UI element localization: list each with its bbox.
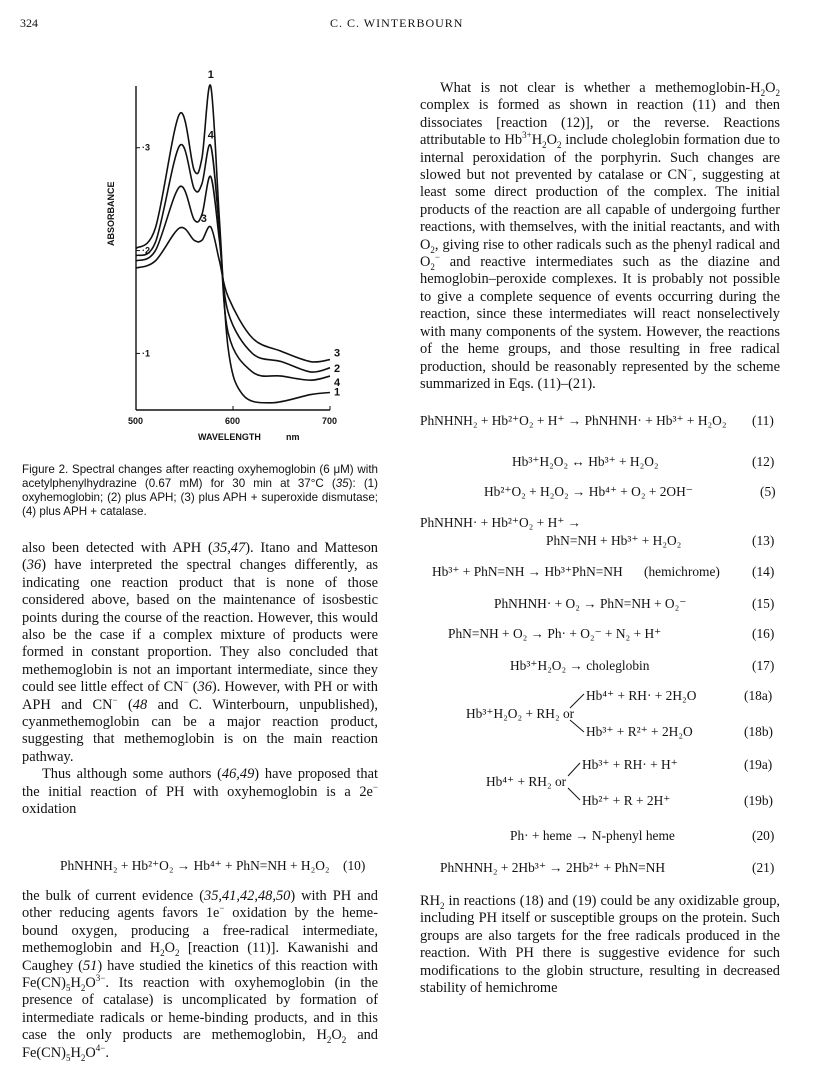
equation-number: (15) [752,596,775,611]
caption-text: Spectral changes after reacting oxyhemoglobin (6 μM) with acetylphenylhydrazine (0.67 mM) for 30 min at 37°C ( [22,463,378,490]
series-label-3: 3 [334,347,341,360]
equation-14: Hb³⁺ + PhN=NH → Hb³⁺PhN=NH [432,564,623,579]
paragraph: What is not clear is whether a methemoglobin-$H_2O_2$ complex is formed as shown in reaction (11) and then dissociates [reaction (12)], or the reverse. Reactions attributable to $Hb^{3+}H_2O_2$ include choleglobin formation due to internal peroxidation of the porphyrin. Such changes are slowed but not prevented by catalase or CN−, suggesting at least some direct production of the complex. The initial products of the reaction are all capable of undergoing further reactions, with themselves, with the initial reactants, and with $O_2$, giving rise to other radicals such as the phenyl radical and $O_2^-$ and reactive intermediates such as the diazine and hemoglobin–peroxide complexes. It is probably not possible to give a complete sequence of events occurring during the reaction, since these intermediates will react nonselectively with many components of the system. However, the reactions of the heme groups, and those resulting in free radical production, should be reasonably represented by the scheme summarized in Eqs. (11)–(21). [420,80,780,392]
equation-13-rhs: PhN=NH + Hb³⁺ + H₂O₂ [546,533,682,548]
series-label-4: 4 [334,377,341,390]
x-tick-label: 600 [225,416,241,426]
series-label-1: 1 [207,69,214,81]
x-tick-label: 500 [128,416,144,426]
equation-number: (20) [752,828,775,843]
equation-13-lhs: PhNHNH· + Hb²⁺O₂ + H⁺ → [420,515,582,530]
equation-18-lhs: Hb³⁺H₂O₂ + RH₂ or [466,706,575,721]
caption-ref: 35 [335,477,349,490]
caption-label: Figure 2. [22,463,69,476]
equation-10: PhNHNH₂ + Hb²⁺O₂ → Hb⁴⁺ + PhN=NH + H₂O₂ [60,858,330,873]
equation-19-lhs: Hb⁴⁺ + RH₂ or [486,774,567,789]
spectrum-chart [106,69,348,460]
series-label-4: 4 [207,129,214,142]
running-header-author: C. C. WINTERBOURN [330,16,464,30]
series-label-1: 1 [334,386,341,399]
equation-12: Hb³⁺H₂O₂ ↔ Hb³⁺ + H₂O₂ [512,454,659,469]
equation-11: PhNHNH₂ + Hb²⁺O₂ + H⁺ → PhNHNH· + Hb³⁺ + H₂O₂ [420,413,727,428]
equation-number: (18b) [744,724,774,739]
y-axis-label: ABSORBANCE [106,181,116,246]
equation-number: (18a) [744,688,773,703]
paragraph: $RH_2$ in reactions (18) and (19) could be any oxidizable group, including PH itself or susceptible groups on the protein. Such groups are also targets for the free radicals produced in the reaction. With PH there is suggestive evidence for such modifications to the globin structure, resulting in decreased stability of hemichrome [420,893,780,997]
y-tick-label: ·1 [142,348,151,359]
y-tick-label: ·2 [142,245,151,256]
equation-20: Ph· + heme → N-phenyl heme [510,828,675,843]
arrow-19a [568,763,580,776]
equation-number: (14) [752,564,775,579]
equation-16: PhN=NH + O₂ → Ph· + O₂⁻ + N₂ + H⁺ [448,626,662,641]
x-tick-label: 700 [322,416,338,426]
equation-number: (21) [752,860,775,875]
equation-17: Hb³⁺H₂O₂ → choleglobin [510,658,650,673]
equation-number: (5) [760,484,776,499]
series-line-3 [136,226,330,362]
equation-18b: Hb³⁺ + R²⁺ + 2H₂O [586,724,693,739]
equation-number: (19b) [744,793,774,808]
figure-caption [22,463,378,519]
equation-15: PhNHNH· + O₂ → PhN=NH + O₂⁻ [494,596,687,611]
paragraph: the bulk of current evidence (35,41,42,48,50) with PH and other reducing agents favors 1e− oxidation by the heme-bound oxygen, producing a free-radical intermediate, methemoglobin and $H_2O_2$ [reaction (11)]. Kawanishi and Caughey (51) have studied the kinetics of this reaction with $Fe(CN)_5H_2O^{3-}$. Its reaction with oxyhemoglobin (in the presence of catalase) is uncomplicated by formation of intermediate radicals or heme-binding products, and in this case the only products are methemoglobin, $H_2O_2$ and $Fe(CN)_5H_2O^{4-}$. [22,888,379,1063]
equation-number: (19a) [744,757,773,772]
equation-number: (13) [752,533,775,548]
chart-labels [201,69,341,399]
arrow-19b [568,788,580,800]
equation-19b: Hb²⁺ + R + 2H⁺ [582,793,671,808]
equation-number: (11) [752,413,774,428]
equation-number: (10) [343,858,366,873]
x-axis-label: WAVELENGTH [198,432,261,442]
right-column-top [420,80,780,393]
equation-18a: Hb⁴⁺ + RH· + 2H₂O [586,688,697,703]
equation-14-note: (hemichrome) [644,564,720,579]
y-tick-label: ·3 [142,142,151,153]
left-column-top [22,540,378,819]
right-column-bottom [420,893,780,997]
paragraph: Thus although some authors (46,49) have proposed that the initial reaction of PH with oxyhemoglobin is a 2e− oxidation [22,766,378,818]
page-number: 324 [20,16,38,30]
series-label-3: 3 [200,212,207,225]
figure-2 [106,69,348,460]
paragraph: also been detected with APH (35,47). Itano and Matteson (36) have interpreted the spectral changes differently, as indicating one reaction product that is none of those considered above, based on the maintenance of isosbestic points during the course of the reaction. However, this would also be the case if a complex mixture of products were formed in constant proportion. They also concluded that methemoglobin is not an important intermediate, since they could see little effect of CN− (36). However, with PH or with APH and CN− (48 and C. Winterbourn, unpublished), cyanmethemoglobin can be a major reaction product, suggesting that methemoglobin is on the main reaction pathway. [22,540,378,765]
equation-19a: Hb³⁺ + RH· + H⁺ [582,757,678,772]
series-label-2: 2 [334,362,341,375]
equation-21: PhNHNH₂ + 2Hb³⁺ → 2Hb²⁺ + PhN=NH [440,860,666,875]
equation-5: Hb²⁺O₂ + H₂O₂ → Hb⁴⁺ + O₂ + 2OH⁻ [484,484,693,499]
left-column-bottom [22,888,378,1062]
equation-number: (12) [752,454,775,469]
series-line-1 [136,85,330,403]
x-axis-unit: nm [286,432,300,442]
equation-number: (16) [752,626,775,641]
chart-series [136,85,330,403]
equation-number: (17) [752,658,775,673]
caption-tail: ): (1) oxyhemoglobin; (2) plus APH; (3) plus APH + superoxide dismutase; (4) plus APH + catalase. [22,477,378,518]
